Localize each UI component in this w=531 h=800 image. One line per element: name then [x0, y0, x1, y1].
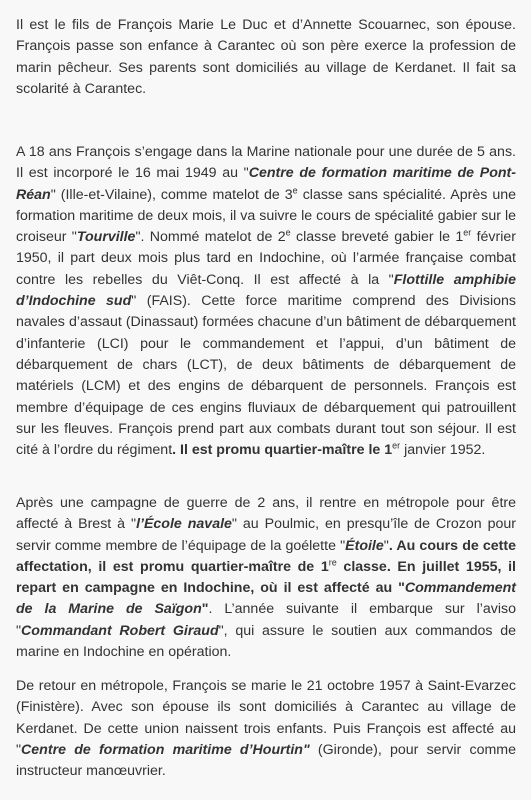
text-run: février 1950, il part deux mois plus tard en Indochine, où l’armée française combat contre les rebelles du Viêt-Conq. Il est affecté à la "	[16, 229, 517, 288]
unit-name: Centre de formation maritime d’Hourtin"	[21, 741, 310, 758]
text-run: De retour en métropole, François se marie le 21 octobre 1957 à Saint-Evarzec (Finistère). Avec son épouse ils sont domiciliés à Carantec au village de Kerdanet. De cette union naissent trois enfants. Puis François est affecté au "	[16, 678, 516, 758]
text-run: classe breveté gabier le 1	[290, 229, 464, 246]
paragraph-marriage	[16, 676, 516, 782]
text-run: " (Ille-et-Vilaine), comme matelot de 3	[50, 186, 293, 203]
bold-run: . En juillet 1955, il repart en campagne en Indochine, où il est affecté au "	[16, 558, 516, 597]
bold-run: classe	[336, 558, 387, 575]
ordinal-suffix: e	[285, 227, 291, 238]
ship-name: Commandant Robert Giraud	[21, 622, 219, 639]
text-run: "	[383, 537, 389, 554]
ordinal-suffix: er	[392, 440, 401, 451]
text-run: classe sans spécialité. Après une formation maritime de deux mois, il va suivre le cours de spécialité gabier sur le croiseur "	[16, 186, 516, 246]
text-run: ", qui assure le soutien aux commandos de marine en Indochine en opération.	[16, 622, 516, 661]
ordinal-suffix: re	[328, 557, 337, 568]
ship-name: Étoile	[345, 537, 384, 554]
text-run: ". Nommé matelot de 2	[135, 229, 286, 246]
text-run: Après une campagne de guerre de 2 ans, il rentre en métropole pour être affecté à Brest à "	[16, 495, 516, 533]
unit-name: Flottille amphibie d’Indochine sud	[16, 271, 516, 310]
paragraph-navy-enlistment	[16, 142, 516, 461]
text-run: A 18 ans François s’engage dans la Marine nationale pour une durée de 5 ans. Il est incorporé le 16 mai 1949 au "	[16, 144, 516, 182]
text-run: janvier 1952.	[400, 442, 486, 459]
paragraph-family	[16, 15, 516, 100]
unit-name: l’École navale	[136, 516, 232, 533]
paragraph-return-brest	[16, 493, 516, 663]
bold-run: . Il est promu quartier-maître le 1	[172, 442, 393, 459]
unit-name: Commandement de la Marine de Saïgon	[16, 580, 516, 618]
text-run: " au Poulmic, en presqu’île de Crozon pour servir comme membre de l’équipage de la goélette "	[16, 516, 516, 554]
bold-run: "	[201, 601, 209, 618]
bold-run: . Au cours de cette affectation, il est promu quartier-maître de 1	[16, 537, 517, 575]
ordinal-suffix: er	[463, 227, 472, 238]
text-run: " (FAIS). Cette force maritime comprend des Divisions navales d’assaut (Dinassaut) formées chacune d’un bâtiment de débarquement d’infanterie (LCI) pour le commandement et l’appui, d’un bâtiment de débarquement de chars (LCT), de deux bâtiments de débarquement de matériels (LCM) et des engins de débarquent de personnels. François est membre d’équipage de ces engins fluviaux de débarquement qui patrouillent sur les fleuves. François prend part aux combats durant tout son séjour. Il est cité à l’ordre du régiment	[16, 293, 516, 459]
unit-name: Centre de formation maritime de Pont-Réan	[16, 165, 517, 203]
text-run: Il est le fils de François Marie Le Duc et d’Annette Scouarnec, son épouse. François passe son enfance à Carantec où son père exerce la profession de marin pêcheur. Ses parents sont domiciliés au village de Kerdanet. Il fait sa scolarité à Carantec.	[16, 17, 516, 97]
ship-name: Tourville	[76, 229, 136, 246]
ordinal-suffix: e	[292, 184, 298, 195]
text-run: . L’année suivante il embarque sur l’aviso "	[16, 601, 516, 639]
text-run: (Gironde), pour servir comme instructeur manœuvrier.	[16, 741, 516, 780]
